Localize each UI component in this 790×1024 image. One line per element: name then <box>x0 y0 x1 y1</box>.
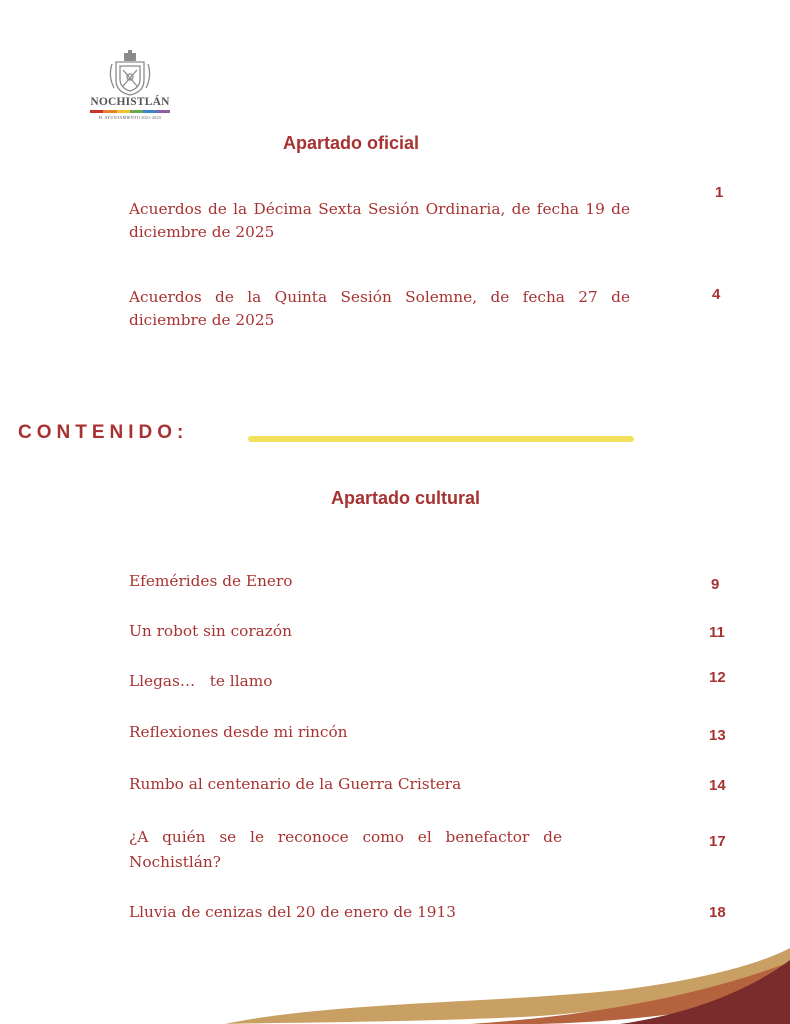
toc-entry-title[interactable]: Llegas… te llamo <box>129 672 273 690</box>
toc-entry-page: 11 <box>709 624 725 641</box>
toc-entry-title[interactable]: Efemérides de Enero <box>129 572 293 590</box>
toc-entry-title[interactable]: ¿A quién se le reconoce como el benefactor de Nochistlán? <box>129 828 562 871</box>
toc-entry-page: 17 <box>709 833 726 850</box>
toc-entry-page: 13 <box>709 727 726 744</box>
logo-bar-segment <box>143 110 156 113</box>
toc-entry-title[interactable]: Reflexiones desde mi rincón <box>129 723 348 741</box>
coat-of-arms-icon <box>88 50 172 96</box>
toc-entry-title[interactable]: Un robot sin corazón <box>129 622 292 640</box>
official-section-heading: Apartado oficial <box>283 133 420 153</box>
logo-color-bar <box>90 110 170 113</box>
toc-entry-page: 14 <box>709 777 726 794</box>
municipal-logo <box>88 50 172 122</box>
contents-label: CONTENIDO: <box>18 422 189 443</box>
toc-entry-title[interactable]: Acuerdos de la Décima Sexta Sesión Ordinaria, de fecha 19 de diciembre de 2025 <box>129 200 630 241</box>
toc-entry-title[interactable]: Acuerdos de la Quinta Sesión Solemne, de fecha 27 de diciembre de 2025 <box>129 288 630 329</box>
toc-entry-title[interactable]: Rumbo al centenario de la Guerra Cristera <box>129 775 462 793</box>
logo-bar-segment <box>117 110 130 113</box>
toc-entry-page: 9 <box>711 576 720 593</box>
logo-bar-segment <box>103 110 116 113</box>
logo-bar-segment <box>157 110 170 113</box>
logo-bar-segment <box>130 110 143 113</box>
toc-entry-page: 4 <box>712 286 721 303</box>
decorative-swoosh <box>0 930 790 1024</box>
logo-subtitle: H. AYUNTAMIENTO 2021-2025 <box>98 115 162 120</box>
toc-entry-page: 12 <box>709 669 726 686</box>
logo-name: NOCHISTLÁN <box>90 96 170 108</box>
logo-bar-segment <box>90 110 103 113</box>
cultural-section-heading: Apartado cultural <box>331 488 481 508</box>
yellow-divider <box>248 436 634 442</box>
toc-entry-page: 18 <box>709 904 726 921</box>
toc-entry-title[interactable]: Lluvia de cenizas del 20 de enero de 1913 <box>129 903 456 921</box>
toc-entry-page: 1 <box>715 184 724 201</box>
